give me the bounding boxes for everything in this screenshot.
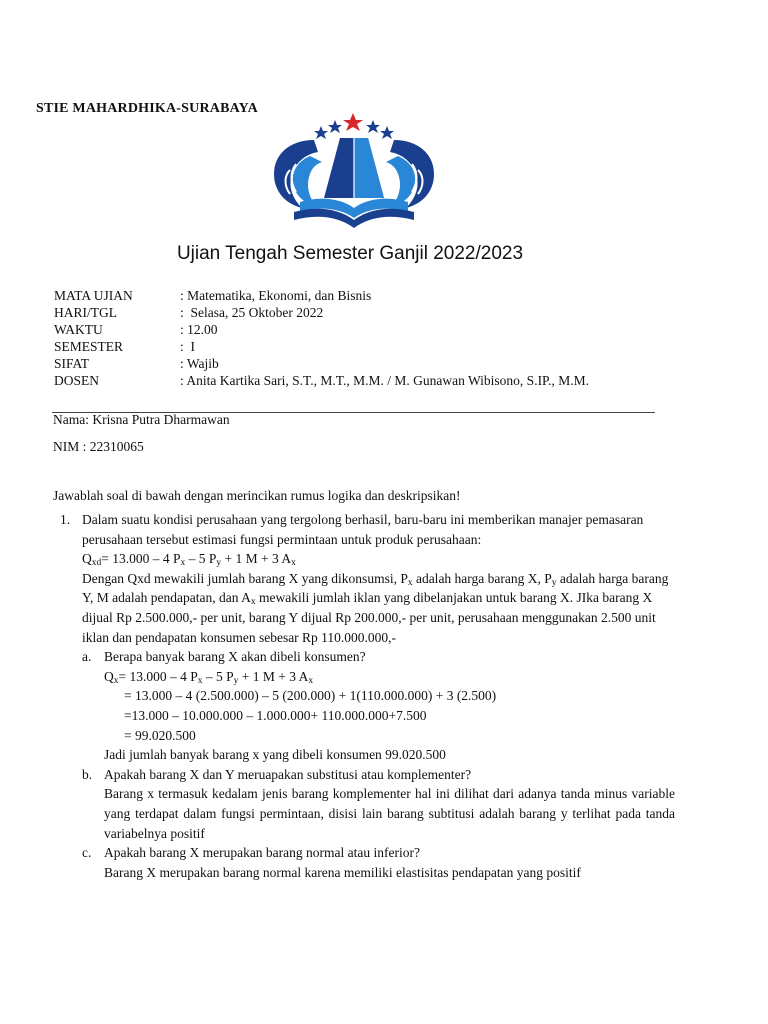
answer-equation: $Q_x= 13.000 - 4$ $P_x - 5$ $P_y + 1$ M + 3 $A_x$	[104, 668, 314, 686]
exam-info-value: : Wajib	[180, 356, 219, 371]
question-number: 1.	[60, 512, 71, 527]
calculation-step: = 99.020.500	[124, 727, 196, 743]
exam-info-label: SIFAT	[54, 356, 90, 371]
exam-title: Ujian Tengah Semester Ganjil 2022/2023	[176, 243, 524, 264]
star-icon	[328, 120, 342, 133]
exam-info-label: SEMESTER	[54, 339, 124, 354]
student-nim: NIM : 22310065	[53, 439, 144, 454]
exam-info-table	[54, 287, 589, 389]
exam-info-value: : Matematika, Ekonomi, dan Bisnis	[180, 288, 372, 303]
exam-info-value: : Anita Kartika Sari, S.T., M.T., M.M. / M. Gunawan Wibisono, S.IP., M.M.	[180, 373, 589, 388]
question-item	[60, 510, 675, 882]
exam-info-row	[54, 287, 589, 304]
exam-info-value: : I	[180, 339, 195, 354]
sub-question-letter: a.	[82, 649, 92, 665]
exam-info-value: : 12.00	[180, 322, 218, 337]
exam-info-row	[54, 372, 589, 389]
exam-info-row	[54, 338, 589, 355]
star-icon	[314, 126, 328, 139]
answer-text: Barang x termasuk kedalam jenis barang komplementer hal ini dilihat dari adanya tanda minus variable yang terdapat dalam fungsi permintaan, disisi lain barang subtitusi adalah barang y terlihat pada tanda variabelnya positif	[104, 786, 675, 841]
star-icon	[366, 120, 380, 133]
sub-question-c	[82, 843, 675, 882]
institution-name: STIE MAHARDHIKA-SURABAYA	[36, 101, 258, 116]
answer-conclusion: Jadi jumlah banyak barang x yang dibeli konsumen 99.020.500	[104, 747, 446, 763]
sub-question-a	[82, 647, 675, 765]
exam-info-row	[54, 355, 589, 372]
sub-question-b	[82, 765, 675, 843]
question-body	[82, 510, 675, 882]
question-list	[60, 510, 675, 882]
sub-question-text: Berapa banyak barang X akan dibeli konsumen?	[104, 649, 366, 665]
exam-info-label: MATA UJIAN	[54, 288, 133, 303]
instruction-text: Jawablah soal di bawah dengan merincikan rumus logika dan deskripsikan!	[53, 488, 461, 503]
question-description: Dengan Qxd mewakili jumlah barang X yang dikonsumsi, $P_x$ adalah harga barang X, $P_y$ adalah harga barang Y, M adalah pendapatan, dan $A_x$ mewakili jumlah iklan yang dibelanjakan untuk barang X. JIka barang X dijual Rp 2.500.000,- per unit, barang Y dijual Rp 200.000,- per unit, perusahaan menggunakan 2.500 unit iklan dan pendapatan konsumen sebesar Rp 110.000.000,-	[82, 570, 669, 645]
exam-info-label: HARI/TGL	[54, 305, 117, 320]
sub-question-text: Apakah barang X dan Y meruapakan substitusi atau komplementer?	[104, 766, 472, 782]
exam-info-value: : Selasa, 25 Oktober 2022	[180, 305, 324, 320]
student-name: Nama: Krisna Putra Dharmawan	[53, 412, 230, 427]
exam-info-label: DOSEN	[54, 373, 100, 388]
mahardhika-logo	[270, 112, 438, 230]
sub-question-letter: c.	[82, 845, 92, 861]
exam-info-label: WAKTU	[54, 322, 103, 337]
calculation-step: = 13.000 – 4 (2.500.000) – 5 (200.000) + 1(110.000.000) + 3 (2.500)	[124, 688, 497, 704]
sub-question-letter: b.	[82, 766, 93, 782]
exam-info-row	[54, 304, 589, 321]
calculation-step: =13.000 – 10.000.000 – 1.000.000+ 110.000.000+7.500	[124, 707, 427, 723]
demand-equation: $Q_{xd}= 13.000 - 4$ $P_x - 5$ $P_y + 1$ M + 3 $A_x$	[82, 551, 296, 569]
exam-info-row	[54, 321, 589, 338]
question-intro: Dalam suatu kondisi perusahaan yang tergolong berhasil, baru-baru ini memberikan manajer pemasaran perusahaan tersebut estimasi fungsi permintaan untuk produk perusahaan:	[82, 512, 644, 547]
sub-question-text: Apakah barang X merupakan barang normal atau inferior?	[104, 845, 420, 861]
answer-text: Barang X merupakan barang normal karena memiliki elastisitas pendapatan yang positif	[104, 864, 581, 880]
star-icon	[343, 113, 363, 131]
star-icon	[380, 126, 394, 139]
